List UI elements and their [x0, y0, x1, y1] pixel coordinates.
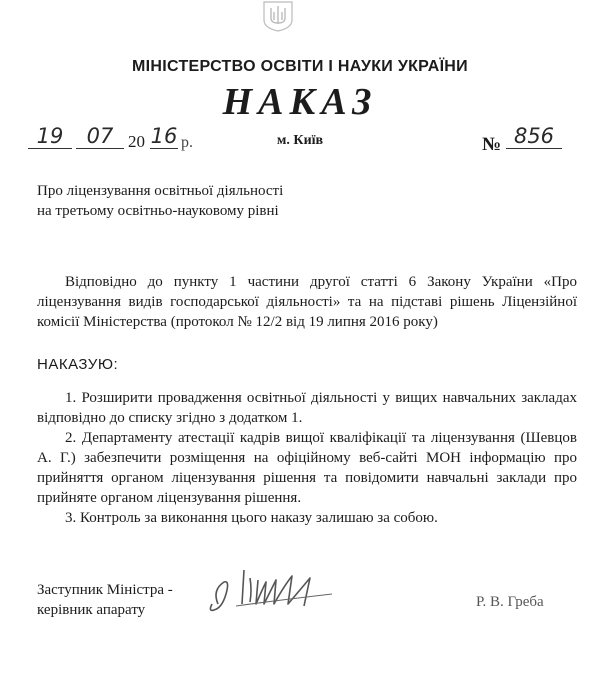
order-item: 2. Департаменту атестації кадрів вищої кваліфікації та ліцензування (Шевцов А. Г.) забезпечити розміщення на офіційному веб-сайті МОН інформацію про прийняття органом ліцензування рішення та повідомити навчальні заклади про прийняте органом ліцензування рішення. [37, 430, 577, 506]
date-year-prefix: 20 [128, 132, 145, 151]
city: м. Київ [276, 133, 324, 148]
date-day: 19 [28, 124, 72, 149]
handwritten-signature [200, 560, 350, 622]
date-year-suffix: 16 [150, 124, 178, 148]
order-item: 3. Контроль за виконання цього наказу залишаю за собою. [65, 510, 438, 526]
order-number: 856 [506, 124, 562, 149]
position-line: керівник апарату [37, 602, 146, 618]
subject-line: Про ліцензування освітньої діяльності [37, 183, 284, 199]
document-title: НАКАЗ [222, 81, 378, 123]
date-month: 07 [76, 124, 124, 149]
order-heading: НАКАЗУЮ: [37, 356, 119, 373]
coat-of-arms-icon [258, 0, 298, 32]
signatory-name: Р. В. Греба [476, 594, 544, 610]
order-items [37, 388, 577, 528]
ministry-name: МІНІСТЕРСТВО ОСВІТИ І НАУКИ УКРАЇНИ [132, 58, 468, 75]
subject-line: на третьому освітньо-науковому рівні [37, 203, 279, 219]
signatory-position [37, 580, 173, 620]
order-subject [37, 181, 283, 221]
preamble: Відповідно до пункту 1 частини другої статті 6 Закону України «Про ліцензування видів господарської діяльності» та на підставі рішень Ліцензійної комісії Міністерства (протокол № 12/2 від 19 липня 2016 року) [37, 274, 577, 330]
order-item: 1. Розширити провадження освітньої діяльності у вищих навчальних закладах відповідно до списку згідно з додатком 1. [37, 390, 577, 426]
order-number-sign: № [482, 134, 502, 155]
position-line: Заступник Міністра - [37, 582, 173, 598]
date-year-unit: р. [181, 134, 193, 151]
